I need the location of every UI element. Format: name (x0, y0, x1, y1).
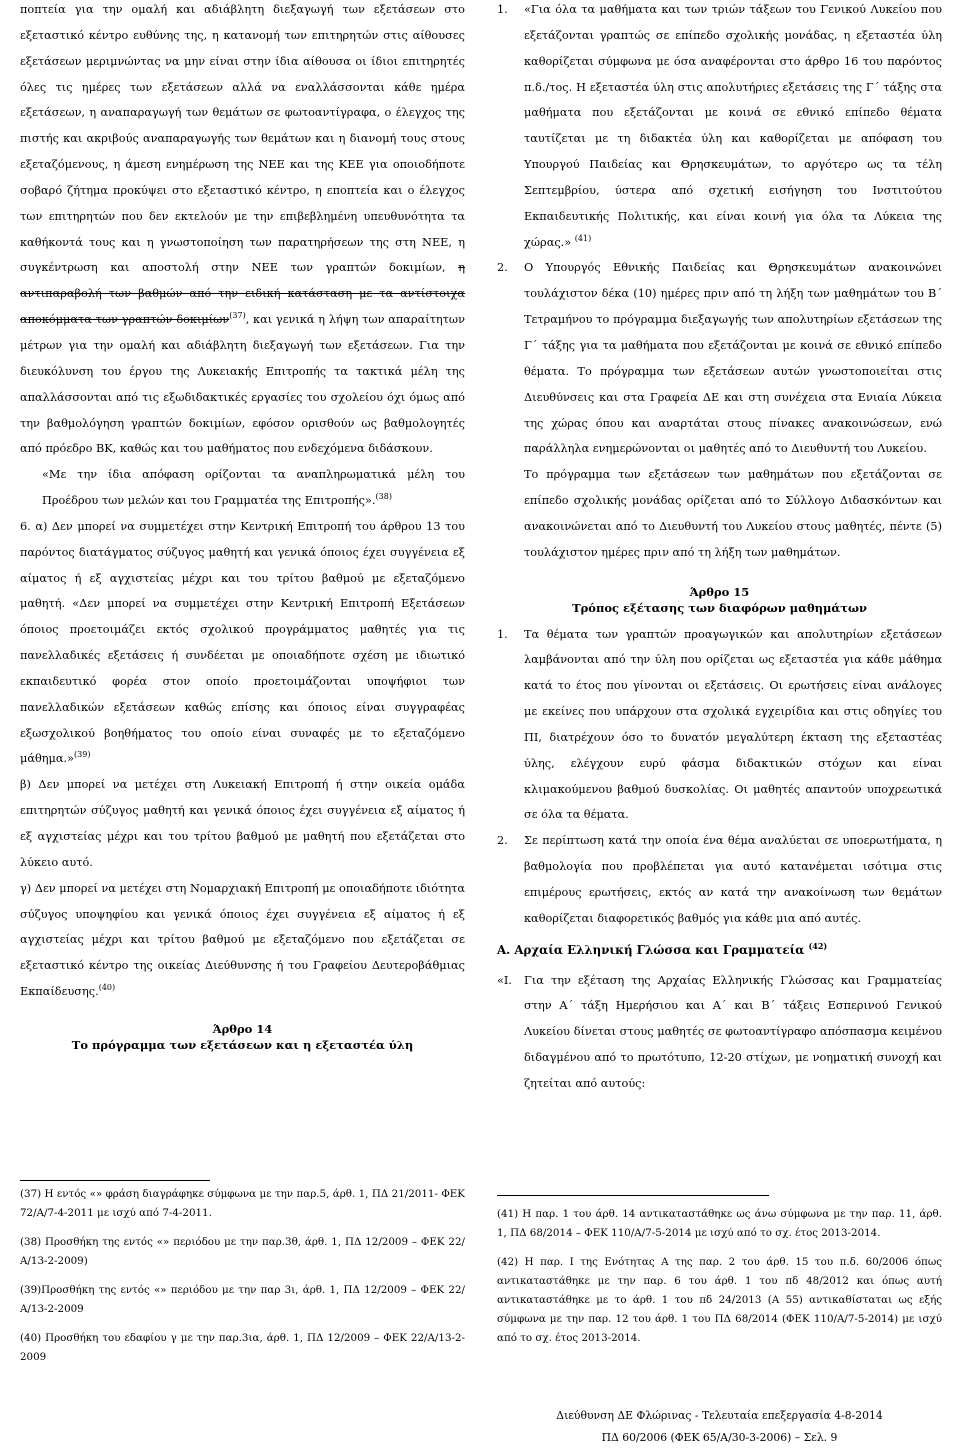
footnote: (38) Προσθήκη της εντός «» περιόδου με την παρ.3θ, άρθ. 1, ΠΔ 12/2009 – ΦΕΚ 22/Α/13-2-2009) (20, 1236, 465, 1267)
article-heading (497, 584, 942, 616)
list-number: «Ι. (497, 973, 512, 987)
right-column (497, 0, 942, 1097)
footnote: (37) Η εντός «» φράση διαγράφηκε σύμφωνα με την παρ.5, άρθ. 1, ΠΔ 21/2011- ΦΕΚ 72/Α/7-4-2011 με ισχύ από 7-4-2011. (20, 1188, 465, 1219)
footer-line: ΠΔ 60/2006 (ΦΕΚ 65/Α/30-3-2006) – Σελ. 9 (601, 1431, 838, 1444)
article-title: Το πρόγραμμα των εξετάσεων και η εξεταστέα ύλη (71, 1037, 414, 1052)
paragraph-text: , και γενικά η λήψη των απαραίτητων μέτρων για την ομαλή και αδιάβλητη διεξαγωγή των εξετάσεων. Για την διευκόλυνση του έργου της Λυκειακής Επιτροπής τα τακτικά μέλη της απαλλάσσονται από τις εξωδιδακτικές εργασίες του σχολείου όχι όμως από την βαθμολόγηση γραπτών δοκιμίων, εφόσον ορισθούν ως βαθμολογητές από πρόεδρο ΒΚ, καθώς και του μαθήματος που ενδεχόμενα διδάσκουν. (20, 313, 465, 456)
struck-text: η αντιπαραβολή των βαθμών από την ειδική κατάσταση με τα αντίστοιχα αποκόμματα των γραπτών δοκιμίων (20, 261, 465, 327)
list-number: 1. (497, 3, 508, 16)
paragraph-text: 6. α) Δεν μπορεί να συμμετέχει στην Κεντρική Επιτροπή του άρθρου 13 του παρόντος διατάγματος σύζυγος μαθητή και γενικά όποιος έχει συγγένεια εξ αίματος ή εξ αγχιστείας μέχρι και του τρίτου βαθμού με εξεταζόμενο μαθητή. «Δεν μπορεί να συμμετέχει στην Κεντρική Επιτροπή Εξετάσεων όποιος προετοιμάζει εκτός σχολικού προγράμματος μαθητές για τις πανελλαδικές εξετάσεις ή συνδέεται με οποιαδήποτε σχέση με ιδιωτικό εκπαιδευτικό φορέα στον οποίο προετοιμάζονται υποψήφιοι των πανελλαδικών εξετάσεων καθώς επίσης και όποιος είναι συγγραφέας εξωσχολικού βοηθήματος του οποίο είναι συναφές με το εξεταζόμενο μάθημα.» (20, 519, 465, 766)
list-item (497, 622, 942, 829)
list-text: Για την εξέταση της Αρχαίας Ελληνικής Γλώσσας και Γραμματείας στην Α΄ τάξη Ημερήσιου και Α΄ και Β΄ τάξεις Εσπερινού Γενικού Λυκείου δίνεται στους μαθητές σε φωτοαντίγραφο απόσπασμα κειμένου διδαγμένου από το πρωτότυπο, 12-20 στίχων, με νοηματική συνοχή και ζητείται από αυτούς: (524, 973, 942, 1090)
list-text: Ο Υπουργός Εθνικής Παιδείας και Θρησκευμάτων ανακοινώνει τουλάχιστον δέκα (10) ημέρες πριν από τη λήξη των μαθημάτων του Β΄ Τετραμήνου το πρόγραμμα διεξαγωγής των απολυτηρίων εξετάσεων της Γ΄ τάξης για τα μαθήματα που εξετάζονται με κοινά σε εθνικό επίπεδο θέματα. Το πρόγραμμα των εξετάσεων αυτών γνωστοποιείται στις Διευθύνσεις και στα Γραφεία ΔΕ και στη συνέχεια στα Ενιαία Λύκεια της χώρας όπου και αναρτάται στους πίνακες ανακοινώσεων, ενώ παράλληλα ενημερώνονται οι μαθητές από το Διευθυντή του Λυκείου. (524, 261, 942, 456)
paragraph-text: «Με την ίδια απόφαση ορίζονται τα αναπληρωματικά μέλη του Προέδρου των μελών και του Γραμματέα της Επιτροπής». (42, 468, 465, 508)
list-number: 2. (497, 261, 508, 275)
paragraph (20, 462, 465, 514)
footnotes-right (497, 1205, 942, 1358)
footnote: (41) Η παρ. 1 του άρθ. 14 αντικαταστάθηκε ως άνω σύμφωνα με την παρ. 11, άρθ. 1, ΠΔ 68/2014 – ΦΕΚ 110/Α/7-5-2014 με ισχύ από το σχ. έτος 2013-2014. (497, 1208, 942, 1239)
list-item (497, 255, 942, 462)
list-item (497, 828, 942, 931)
list-text: Τα θέματα των γραπτών προαγωγικών και απολυτηρίων εξετάσεων λαμβάνονται από την ύλη που ορίζεται ως εξεταστέα για κάθε μάθημα κατά το έτος που γίνονται οι εξετάσεις. Οι ερωτήσεις είναι ανάλογες με εκείνες που υπάρχουν στα σχολικά εγχειρίδια και στις οδηγίες του ΠΙ, διατρέχουν όσο το δυνατόν μεγαλύτερη έκταση της εξεταστέας ύλης, ελέγχουν ευρύ φάσμα διδακτικών στόχων και είναι κλιμακούμενου βαθμού δυσκολίας. Οι μαθητές απαντούν υποχρεωτικά σε όλα τα θέματα. (524, 627, 942, 822)
footnote: (42) Η παρ. Ι της Ενότητας Α της παρ. 2 του άρθ. 15 του π.δ. 60/2006 όπως αντικαταστάθηκε με την παρ. 6 του άρθ. 1 του πδ 48/2012 και όπως αυτή αντικαταστάθηκε με το άρθ. 1 του πδ 24/2013 (Α 55) αντικαθίσταται ως εξής σύμφωνα με την παρ. 12 του άρθ. 1 του ΠΔ 68/2014 (ΦΕΚ 110/Α/7-5-2014) με ισχύ από το σχ. έτος 2013-2014. (497, 1256, 942, 1344)
list-text: Σε περίπτωση κατά την οποία ένα θέμα αναλύεται σε υποερωτήματα, η βαθμολογία που προβλέπεται για αυτό κατανέμεται ισότιμα στις επιμέρους ερωτήσεις, εκτός αν κατά την ανακοίνωση των θεμάτων καθορίζεται διαφορετικός βαθμός για κάθε μια από αυτές. (524, 834, 942, 925)
list-item (497, 968, 942, 1097)
section-subheading: Α. Αρχαία Ελληνική Γλώσσα και Γραμματεία $^{(42)}$ (497, 940, 828, 957)
paragraph-text: γ) Δεν μπορεί να μετέχει στη Νομαρχιακή Επιτροπή με οποιαδήποτε ιδιότητα σύζυγος υποψηφίου και γενικά όποιος έχει συγγένεια εξ αίματος ή εξ αγχιστείας μέχρι και τρίτου βαθμού με εξεταζόμενο που εξετάζεται σε εξεταστικό κέντρο της οικείας Διεύθυνσης ή του Γραφείου Δευτεροβάθμιας Εκπαίδευσης. (20, 881, 465, 999)
list-item (497, 462, 942, 565)
footnote-divider (20, 1180, 210, 1181)
article-number: Άρθρο 15 (689, 584, 750, 599)
footnote-ref: (39) (74, 750, 91, 760)
footer-line: Διεύθυνση ΔΕ Φλώρινας - Τελευταία επεξεργασία 4-8-2014 (556, 1409, 883, 1422)
footnote-ref: (38) (375, 492, 392, 502)
page-footer (497, 1405, 942, 1449)
footnote-ref: (41) (574, 233, 592, 243)
footnote: (40) Προσθήκη του εδαφίου γ με την παρ.3ια, άρθ. 1, ΠΔ 12/2009 – ΦΕΚ 22/Α/13-2-2009 (20, 1332, 465, 1363)
paragraph (20, 0, 465, 462)
list-text: Το πρόγραμμα των εξετάσεων των μαθημάτων που εξετάζονται σε επίπεδο σχολικής μονάδας ορίζεται από το Σύλλογο Διδασκόντων και ανακοινώνεται από το Διευθυντή του Λυκείου στους μαθητές, πέντε (5) τουλάχιστον ημέρες πριν από τη λήξη των μαθημάτων. (524, 468, 942, 559)
footnotes-left (20, 1185, 465, 1377)
paragraph (20, 876, 465, 1005)
footnote-divider (497, 1195, 769, 1196)
footnote-ref: (37) (229, 311, 246, 321)
paragraph-text: ποπτεία για την ομαλή και αδιάβλητη διεξαγωγή των εξετάσεων στο εξεταστικό κέντρο ευθύνης της, η κατανομή των επιτηρητών στις αίθουσες εξετάσεων μεριμνώντας να μην είναι στην ίδια αίθουσα οι ίδιοι επιτηρητές όλες τις ημέρες των εξετάσεων αλλά να εναλλάσσονται κάθε ημέρα εξετάσεων, η αναπαραγωγή των θεμάτων σε φωτοαντίγραφα, ο έλεγχος της πιστής και ακριβούς αναπαραγωγής των θεμάτων και η διανομή τους στους εξεταζόμενους, η άμεση ενημέρωση της ΝΕΕ και της ΚΕΕ για οποιοδήποτε σοβαρό ζήτημα προκύψει στο εξεταστικό κέντρο, η εποπτεία και ο έλεγχος των επιτηρητών που δεν εκτελούν με την επιβεβλημένη υπευθυνότητα τα καθήκοντά τους και η γνωστοποίηση των παρατηρήσεων της στη ΝΕΕ, η συγκέντρωση και αποστολή στην ΝΕΕ των γραπτών δοκιμίων, (20, 3, 465, 275)
left-column (20, 0, 465, 1053)
list-item (497, 0, 942, 255)
list-text: «Για όλα τα μαθήματα και των τριών τάξεων του Γενικού Λυκείου που εξετάζονται γραπτώς σε επίπεδο σχολικής μονάδας, η εξεταστέα ύλη καθορίζεται σύμφωνα με όσα αναφέρονται στο άρθρο 16 του παρόντος π.δ./τος. Η εξεταστέα ύλη στις απολυτήριες εξετάσεις της Γ΄ τάξης στα μαθήματα που εξετάζονται με κοινά σε εθνικό επίπεδο θέματα ταυτίζεται με τη διδακτέα ύλη και καθορίζεται με απόφαση του Υπουργού Παιδείας και Θρησκευμάτων, το αργότερο ως τα τέλη Σεπτεμβρίου, ύστερα από σχετική εισήγηση του Ινστιτούτου Εκπαιδευτικής Πολιτικής, και είναι κοινή για όλα τα Λύκεια της χώρας.» $^{(41)}$ (524, 3, 942, 249)
list-number: 1. (497, 627, 508, 641)
paragraph: β) Δεν μπορεί να μετέχει στη Λυκειακή Επιτροπή ή στην οικεία ομάδα επιτηρητών σύζυγος μαθητή και γενικά όποιος έχει συγγένεια εξ αίματος ή εξ αγχιστείας μέχρι και του τρίτου βαθμού με μαθητή που εξετάζεται στο λύκειο αυτό. (20, 778, 465, 869)
footnote-ref: (40) (98, 983, 116, 993)
list-number: 2. (497, 834, 508, 848)
article-title: Τρόπος εξέτασης των διαφόρων μαθημάτων (572, 600, 867, 615)
footnote-ref: (42) (808, 940, 828, 951)
article-heading (20, 1021, 465, 1053)
paragraph (20, 514, 465, 772)
footnote: (39)Προσθήκη της εντός «» περιόδου με την παρ 3ι, άρθ. 1, ΠΔ 12/2009 – ΦΕΚ 22/Α/13-2-2009 (20, 1284, 465, 1315)
article-number: Άρθρο 14 (212, 1021, 273, 1036)
